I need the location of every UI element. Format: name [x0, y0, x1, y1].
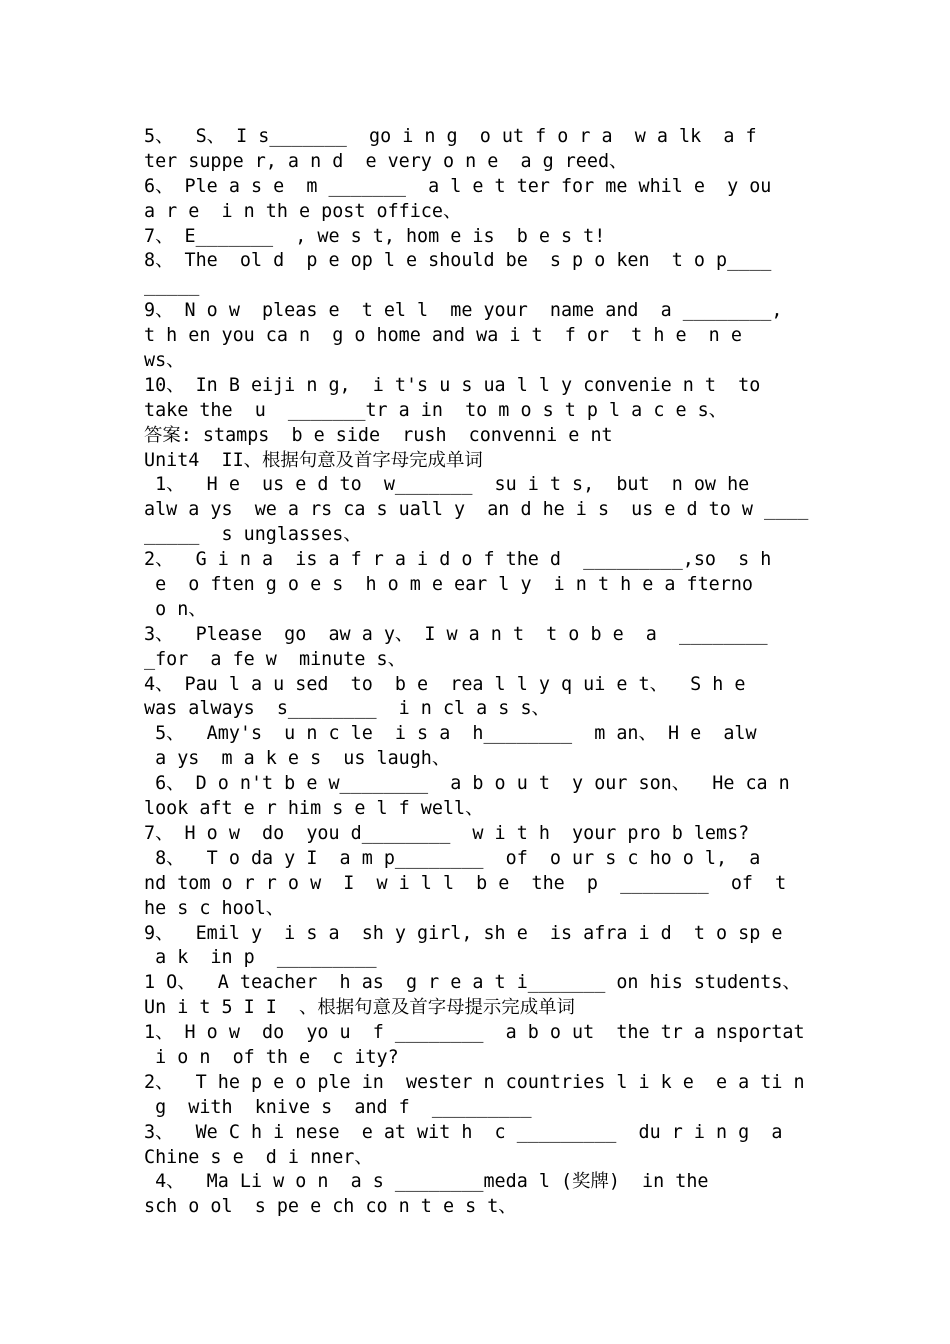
text-line: 7、 E_______ , we s t, hom e is b e s t!	[144, 225, 606, 247]
text-line: 1、 H o w do yo u f ________ a b o ut the tr a nsportat	[144, 1022, 805, 1044]
text-line: 3、 Please go aw a y、 I w a n t t o b e a ________	[144, 623, 768, 645]
text-line: look aft e r him s e l f well、	[144, 798, 484, 820]
text-line: t h en you ca n g o home and wa i t f or t h e n e	[144, 325, 742, 347]
text-line: ws、	[144, 350, 185, 372]
text-line: g with knive s and f _________	[144, 1096, 532, 1118]
text-line: 1 O、 A teacher h as g r e a t i_______ on his students、	[144, 972, 801, 994]
text-line: e o ften g o e s h o m e ear l y i n t h e a fterno	[144, 574, 753, 596]
text-line: Chine s e d i nner、	[144, 1146, 373, 1168]
text-line: _____	[144, 275, 200, 297]
text-line: was always s________ i n cl a s s、	[144, 698, 550, 720]
text-line: o n、	[144, 598, 207, 620]
text-line: 8、 The ol d p e op l e should be s p o ken t o p____	[144, 250, 772, 272]
text-line: 4、 Ma Li w o n a s ________meda l (奖牌) in the	[144, 1171, 709, 1193]
text-line: 9、 N o w pleas e t el l me your name and a ________,	[144, 300, 783, 322]
section-heading: Un i t 5 I I 、根据句意及首字母提示完成单词	[144, 997, 575, 1019]
text-line: 4、 Pau l a u sed to b e rea l l y q ui e t、 S h e	[144, 673, 746, 695]
text-line: he s c hool、	[144, 897, 285, 919]
text-line: 1、 H e us e d to w_______ su i t s, but n ow he	[144, 474, 750, 496]
text-line: 2、 G i n a is a f r a i d o f the d _________,so s h	[144, 549, 772, 571]
text-line: a r e i n th e post office、	[144, 200, 462, 222]
text-line: 2、 T he p e o ple in wester n countries l i k e e a ti n	[144, 1071, 805, 1093]
text-line: 6、 Ple a s e m _______ a l e t ter for me whil e y ou	[144, 175, 772, 197]
text-line: 10、 In B eiji n g, i t's u s ua l l y convenie n t to	[144, 374, 761, 396]
section-heading: Unit4 II、根据句意及首字母完成单词	[144, 449, 483, 471]
text-line: 7、 H o w do you d________ w i t h your pro b lems?	[144, 822, 750, 844]
text-line: a k in p _________	[144, 947, 377, 969]
text-line: 5、 Amy's u n c le i s a h________ m an、 H e alw	[144, 723, 757, 745]
text-line: nd tom o r r o w I w i l l b e the p ________ of t	[144, 872, 787, 894]
text-line: _____ s unglasses、	[144, 524, 362, 546]
text-line: 3、 We C h i nese e at wit h c _________ du r i n g a	[144, 1121, 783, 1143]
text-line: 9、 Emil y i s a sh y girl, sh e is afra i d t o sp e	[144, 922, 783, 944]
text-line: a ys m a k e s us laugh、	[144, 748, 451, 770]
document-page	[144, 125, 809, 1220]
text-line: 8、 T o da y I a m p________ of o ur s c ho o l, a	[144, 847, 761, 869]
text-line: alw a ys we a rs ca s uall y an d he i s us e d to w ____	[144, 499, 809, 521]
answer-line: 答案: stamps b e side rush convenni e nt	[144, 424, 613, 446]
text-line: ter suppe r, a n d e very o n e a g reed、	[144, 150, 628, 172]
text-line: i o n of th e c ity?	[144, 1046, 399, 1068]
text-line: 6、 D o n't b e w________ a b o u t y our son、 He ca n	[144, 773, 790, 795]
text-line: 5、 S、 I s_______ go i n g o ut f o r a w a lk a f	[144, 126, 757, 147]
text-line: _for a fe w minute s、	[144, 648, 406, 670]
text-line: take the u _______tr a in to m o s t p l a c e s、	[144, 399, 728, 421]
text-line: sch o ol s pe e ch co n t e s t、	[144, 1196, 517, 1218]
